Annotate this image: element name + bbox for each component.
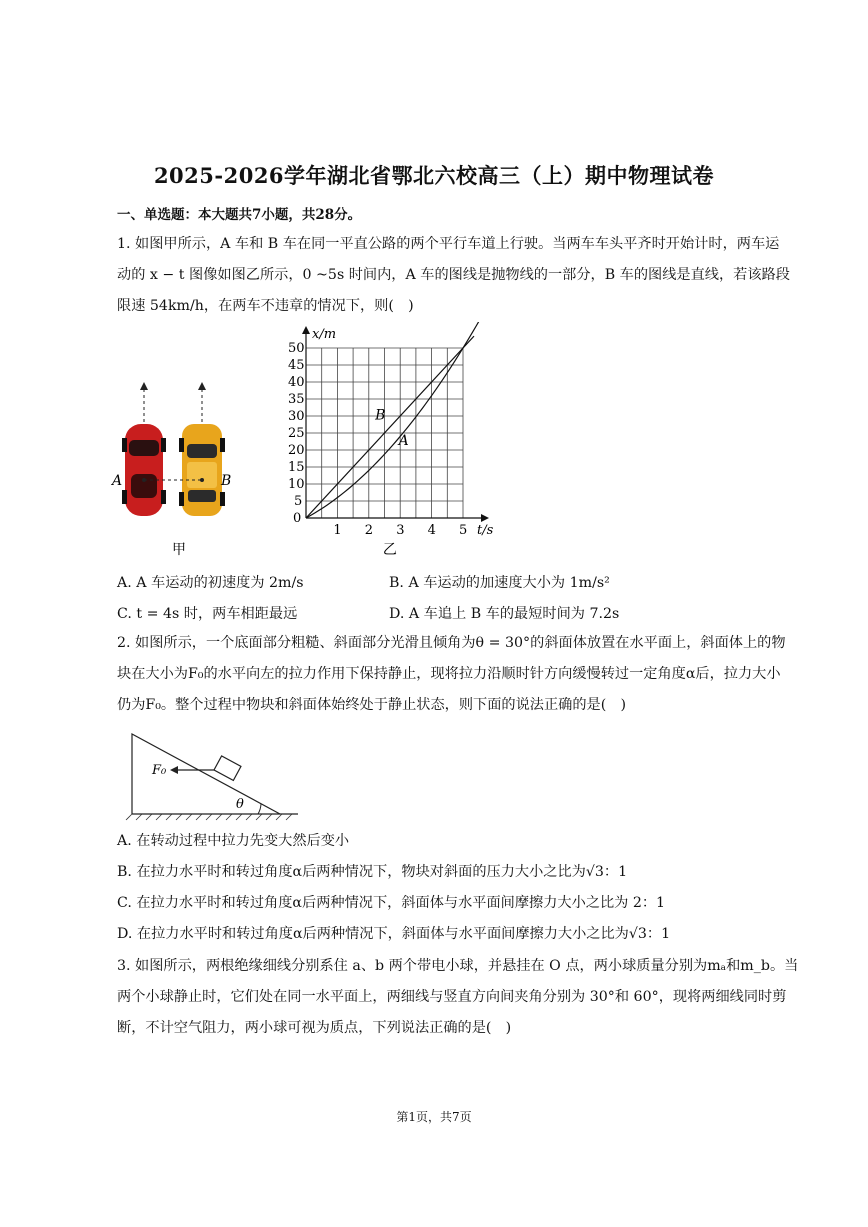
car-b-icon	[179, 424, 225, 516]
question-3-line-2: 两个小球静止时，它们处在同一水平面上，两细线与竖直方向间夹角分别为 30°和 60°，现将两细线同时剪	[117, 989, 787, 1005]
x-tick-label: 3	[396, 523, 405, 538]
question-3	[117, 951, 799, 1044]
y-tick-label: 40	[288, 375, 305, 390]
q2-option-a[interactable]: A. 在转动过程中拉力先变大然后变小	[117, 833, 350, 849]
car-a-icon	[122, 424, 166, 516]
y-tick-label: 25	[288, 426, 305, 441]
question-2	[117, 628, 786, 721]
q1-option-a[interactable]: A. A 车运动的初速度为 2m/s	[117, 575, 304, 591]
figure-incline	[118, 728, 308, 824]
page-title: 2025-2026学年湖北省鄂北六校高三（上）期中物理试卷	[153, 163, 715, 188]
chart-curves	[306, 322, 485, 518]
series-line-b	[306, 336, 474, 518]
question-1	[117, 229, 790, 322]
force-arrow-head	[170, 766, 178, 774]
page-footer: 第1页，共7页	[396, 1110, 472, 1124]
figure-yi-chart	[284, 322, 504, 558]
y-tick-label: 35	[288, 392, 305, 407]
q1-option-d[interactable]: D. A 车追上 B 车的最短时间为 7.2s	[389, 606, 620, 622]
q2-option-c[interactable]: C. 在拉力水平时和转过角度α后两种情况下，斜面体与水平面间摩擦力大小之比为 2：1	[117, 895, 666, 911]
y-tick-label: 45	[288, 358, 305, 373]
y-tick-label: 5	[294, 494, 303, 509]
question-1-line-3: 限速 54km/h，在两车不违章的情况下，则( )	[117, 298, 414, 314]
angle-arc	[258, 804, 261, 814]
ground-hatching	[126, 814, 292, 820]
series-label-a: A	[398, 432, 409, 449]
y-tick-label: 10	[288, 477, 305, 492]
q1-option-b[interactable]: B. A 车运动的加速度大小为 1m/s²	[389, 575, 610, 591]
car-b-label: B	[221, 473, 232, 489]
force-label: F₀	[152, 763, 167, 778]
origin-tick-label: 0	[293, 511, 302, 526]
question-1-line-1: 1. 如图甲所示，A 车和 B 车在同一平直公路的两个平行车道上行驶。当两车车头平齐时开始计时，两车运	[117, 236, 780, 252]
angle-label: θ	[236, 797, 244, 812]
question-2-line-1: 2. 如图所示，一个底面部分粗糙、斜面部分光滑且倾角为θ = 30°的斜面体放置在水平面上，斜面体上的物	[117, 635, 786, 651]
block-icon	[214, 756, 241, 781]
question-2-line-2: 块在大小为F₀的水平向左的拉力作用下保持静止，现将拉力沿顺时针方向缓慢转过一定角度α后，拉力大小	[117, 666, 781, 682]
q2-option-b[interactable]: B. 在拉力水平时和转过角度α后两种情况下，物块对斜面的压力大小之比为√3：1	[117, 864, 628, 880]
q2-options	[117, 826, 757, 950]
car-a-arrow-head	[140, 382, 148, 390]
y-axis-arrow	[302, 326, 310, 334]
figure-jia-cars	[108, 378, 238, 558]
question-1-line-2: 动的 x − t 图像如图乙所示，0 ~5s 时间内，A 车的图线是抛物线的一部分，B 车的图线是直线，若该路段	[117, 267, 790, 283]
x-axis-arrow	[481, 514, 489, 522]
car-a-label: A	[112, 473, 123, 489]
y-tick-label: 15	[288, 460, 305, 475]
figure-jia-label: 甲	[172, 542, 186, 558]
section-heading: 一、单选题：本大题共7小题，共28分。	[117, 207, 362, 223]
figure-yi-label: 乙	[382, 542, 397, 558]
x-tick-label: 1	[333, 523, 342, 538]
y-axis-label: x/m	[312, 327, 337, 342]
question-2-line-3: 仍为F₀。整个过程中物块和斜面体始终处于静止状态，则下面的说法正确的是( )	[117, 697, 626, 713]
y-tick-label: 30	[288, 409, 305, 424]
question-3-line-1: 3. 如图所示，两根绝缘细线分别系住 a、b 两个带电小球，并悬挂在 O 点，两小球质量分别为mₐ和m_b。当	[117, 958, 799, 974]
x-tick-label: 4	[427, 523, 436, 538]
x-axis-label: t/s	[477, 523, 494, 538]
series-label-b: B	[375, 407, 386, 424]
q2-option-d[interactable]: D. 在拉力水平时和转过角度α后两种情况下，斜面体与水平面间摩擦力大小之比为√3：1	[117, 926, 671, 942]
question-3-line-3: 断，不计空气阻力，两小球可视为质点，下列说法正确的是( )	[117, 1020, 512, 1036]
y-tick-label: 50	[288, 341, 305, 356]
y-tick-label: 20	[288, 443, 305, 458]
car-b-arrow-head	[198, 382, 206, 390]
x-tick-label: 2	[364, 523, 374, 538]
x-tick-label: 5	[459, 523, 468, 538]
q1-option-c[interactable]: C. t = 4s 时，两车相距最远	[117, 606, 298, 622]
